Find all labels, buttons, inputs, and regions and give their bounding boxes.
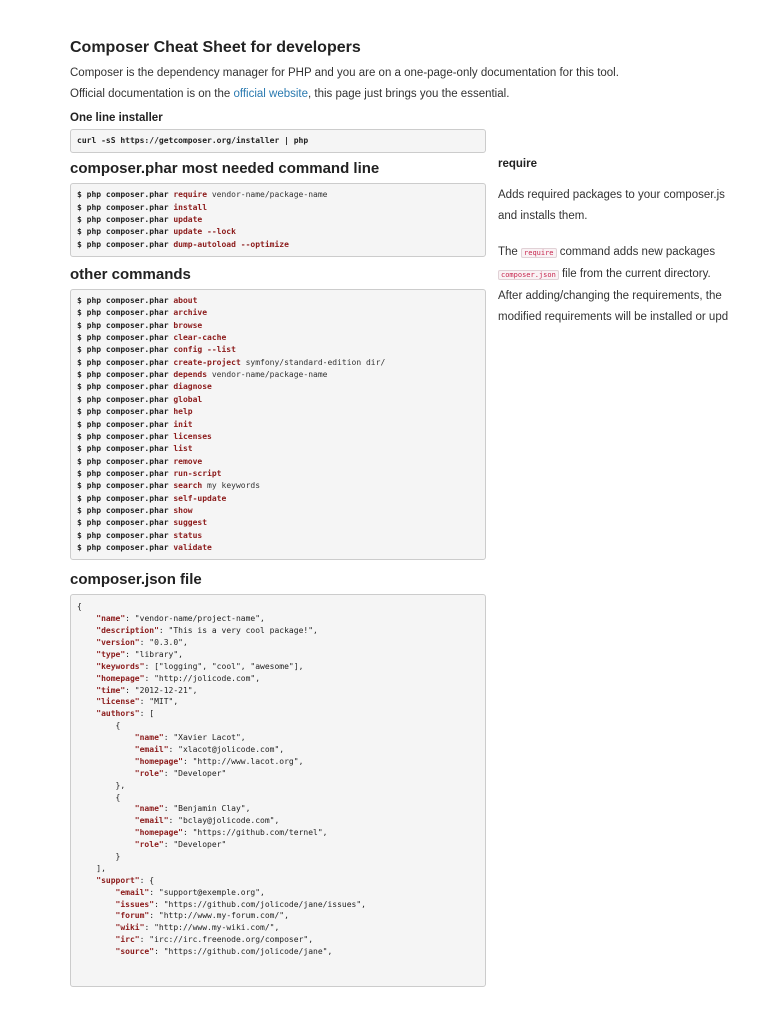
json-line [77,851,479,863]
command-prefix: $ php composer.phar [77,444,174,454]
sidebar-details-prefix: The [498,246,522,258]
json-indent [77,626,96,635]
command-prefix: $ php composer.phar [77,382,174,392]
json-key: "homepage" [96,673,145,683]
json-key: "license" [96,697,140,707]
command-name: init [173,419,193,429]
json-line [77,649,479,661]
json-line [77,910,479,922]
command-line [77,369,479,381]
json-key: "description" [96,626,159,636]
json-value: : "http://www.my-wiki.com/", [144,923,280,933]
json-line [77,863,479,875]
command-prefix: $ php composer.phar [77,468,174,478]
command-prefix: $ php composer.phar [77,431,174,441]
json-line [77,887,479,899]
sidebar-details-suffix: command adds new packages [556,246,716,258]
json-line [77,661,479,673]
json-value: : "This is a very cool package!", [158,626,318,636]
json-line [77,625,479,637]
command-line [77,530,479,542]
json-indent [77,947,116,956]
command-args: vendor-name/package-name [207,190,328,200]
command-prefix: $ php composer.phar [77,320,174,330]
most-needed-heading: composer.phar most needed command line [70,160,380,178]
json-indent [77,876,96,885]
json-key: "homepage" [134,828,183,838]
json-line [77,696,479,708]
command-name: show [173,505,193,515]
json-line [77,613,479,625]
json-key: "role" [134,840,164,850]
json-value: : "bclay@jolicode.com", [168,816,280,826]
json-line [77,744,479,756]
command-prefix: $ php composer.phar [77,357,174,367]
json-line [77,780,479,792]
command-name: depends [173,370,208,380]
json-line [77,803,479,815]
command-name: help [173,407,193,417]
command-name: run-script [173,468,222,478]
json-indent [77,733,135,742]
json-indent [77,852,116,861]
command-name: licenses [173,431,212,441]
json-key: "irc" [115,935,140,945]
command-name: validate [173,542,212,552]
command-line [77,431,479,443]
json-value: : [ [139,709,155,719]
json-line [77,732,479,744]
json-value: : "http://www.my-forum.com/", [149,911,289,921]
json-value: : "https://github.com/ternel", [182,828,328,838]
command-prefix: $ php composer.phar [77,370,174,380]
command-name: update [173,215,203,225]
most-needed-code-block [70,183,486,257]
json-value: : { [139,875,155,885]
command-line [77,517,479,529]
command-prefix: $ php composer.phar [77,518,174,528]
json-key: "keywords" [96,661,145,671]
command-line [77,239,479,251]
json-line [77,673,479,685]
json-value: : "https://github.com/jolicode/jane/issues", [154,899,366,909]
json-key: "support" [96,875,140,885]
json-indent [77,935,116,944]
json-value: : "Benjamin Clay", [163,804,251,814]
command-line [77,493,479,505]
json-indent [77,769,135,778]
json-indent [77,650,96,659]
json-indent [77,911,116,920]
json-key: "forum" [115,911,150,921]
sidebar-details [498,242,768,328]
command-line [77,456,479,468]
json-line [77,768,479,780]
command-name: suggest [173,518,208,528]
installer-command: curl -sS https://getcomposer.org/installer | php [77,136,309,145]
json-key: "version" [96,637,140,647]
json-value: : "Developer" [163,768,227,778]
sidebar-description [498,185,768,227]
json-indent [77,923,116,932]
json-indent [77,709,96,718]
command-args: my keywords [202,481,261,491]
json-line [77,685,479,697]
installer-heading: One line installer [70,112,163,124]
json-value: : "irc://irc.freenode.org/composer", [139,935,314,945]
json-line [77,827,479,839]
command-name: update --lock [173,227,236,237]
command-name: clear-cache [173,333,227,343]
json-indent [77,757,135,766]
json-indent [77,721,116,730]
json-line [77,637,479,649]
intro-text: Composer is the dependency manager for PHP and you are on a one-page-only documentation for this tool. [70,67,619,79]
json-key: "name" [134,733,164,743]
command-name: list [173,444,193,454]
sidebar-details-line4: modified requirements will be installed or upd [498,311,729,323]
json-value: { [115,721,121,731]
json-indent [77,816,135,825]
json-value: : "Developer" [163,840,227,850]
json-value: } [115,851,121,861]
command-name: diagnose [173,382,212,392]
command-line [77,214,479,226]
json-value: ], [96,863,106,873]
json-value: : "MIT", [139,697,179,707]
json-key: "type" [96,649,126,659]
json-value: : "http://www.lacot.org", [182,756,304,766]
json-value: : "Xavier Lacot", [163,733,246,743]
json-indent [77,697,96,706]
json-value: : ["logging", "cool", "awesome"], [144,661,304,671]
composer-json-code-block [70,594,486,987]
command-line [77,307,479,319]
json-key: "issues" [115,899,155,909]
json-value: : "2012-12-21", [125,685,198,695]
command-prefix: $ php composer.phar [77,505,174,515]
command-line [77,419,479,431]
command-line [77,189,479,201]
command-name: global [173,394,203,404]
command-args: symfony/standard-edition dir/ [240,357,386,367]
composer-json-inline-code: composer.json [498,270,559,280]
json-indent [77,638,96,647]
json-value: : "support@exemple.org", [149,887,265,897]
sidebar-require [498,158,768,343]
command-line [77,381,479,393]
official-docs-text [70,86,510,102]
command-prefix: $ php composer.phar [77,542,174,552]
json-indent [77,793,116,802]
command-name: require [173,190,208,200]
json-indent [77,900,116,909]
json-key: "email" [115,887,150,897]
command-prefix: $ php composer.phar [77,215,174,225]
json-line [77,946,479,958]
command-args: vendor-name/package-name [207,370,328,380]
json-line [77,601,479,613]
command-prefix: $ php composer.phar [77,530,174,540]
sidebar-desc-line1: Adds required packages to your composer.js [498,189,725,201]
command-prefix: $ php composer.phar [77,227,174,237]
json-indent [77,781,116,790]
json-line [77,756,479,768]
json-value: }, [115,780,126,790]
json-value: : "vendor-name/project-name", [125,614,265,624]
json-line [77,934,479,946]
json-line [77,899,479,911]
sidebar-details-line3: After adding/changing the requirements, the [498,290,722,302]
command-line [77,357,479,369]
command-prefix: $ php composer.phar [77,345,174,355]
json-line [77,875,479,887]
json-key: "role" [134,768,164,778]
json-key: "authors" [96,709,140,719]
json-value: { [115,792,121,802]
command-line [77,505,479,517]
command-name: archive [173,308,208,318]
command-name: about [173,296,198,306]
json-indent [77,888,116,897]
json-value: : "library", [125,649,183,659]
other-commands-code-block [70,289,486,560]
installer-code-block [70,129,486,153]
command-line [77,202,479,214]
official-docs-prefix: Official documentation is on the [70,88,234,100]
json-value: : "xlacot@jolicode.com", [168,744,285,754]
command-prefix: $ php composer.phar [77,239,174,249]
json-value: : "0.3.0", [139,637,188,647]
command-prefix: $ php composer.phar [77,202,174,212]
command-name: remove [173,456,203,466]
sidebar-heading: require [498,158,537,170]
json-line [77,815,479,827]
json-indent [77,614,96,623]
command-name: create-project [173,357,241,367]
sidebar-details-line2: file from the current directory. [558,268,711,280]
json-indent [77,840,135,849]
json-indent [77,686,96,695]
official-docs-suffix: , this page just brings you the essential. [308,88,510,100]
command-prefix: $ php composer.phar [77,296,174,306]
command-line [77,332,479,344]
page-title: Composer Cheat Sheet for developers [70,39,361,56]
other-commands-heading: other commands [70,266,191,284]
json-indent [77,745,135,754]
command-line [77,468,479,480]
json-line [77,792,479,804]
command-name: dump-autoload --optimize [173,239,289,249]
json-key: "name" [134,804,164,814]
command-line [77,344,479,356]
command-prefix: $ php composer.phar [77,419,174,429]
json-line [77,720,479,732]
json-indent [77,828,135,837]
command-name: install [173,202,208,212]
command-prefix: $ php composer.phar [77,481,174,491]
json-indent [77,864,96,873]
command-name: config --list [173,345,236,355]
command-line [77,443,479,455]
command-line [77,394,479,406]
json-key: "homepage" [134,756,183,766]
command-prefix: $ php composer.phar [77,333,174,343]
json-value: : "https://github.com/jolicode/jane", [154,947,333,957]
command-name: browse [173,320,203,330]
command-line [77,295,479,307]
command-line [77,226,479,238]
command-prefix: $ php composer.phar [77,493,174,503]
json-value: { [77,602,82,612]
json-key: "email" [134,744,169,754]
composer-json-heading: composer.json file [70,571,202,589]
command-prefix: $ php composer.phar [77,394,174,404]
json-key: "source" [115,947,155,957]
json-key: "email" [134,816,169,826]
require-inline-code: require [521,248,557,258]
json-value: : "http://jolicode.com", [144,673,261,683]
command-prefix: $ php composer.phar [77,407,174,417]
json-line [77,708,479,720]
json-indent [77,662,96,671]
command-line [77,406,479,418]
sidebar-desc-line2: and installs them. [498,210,588,222]
command-prefix: $ php composer.phar [77,456,174,466]
command-name: status [173,530,203,540]
official-website-link[interactable]: official website [233,88,309,100]
json-indent [77,674,96,683]
command-line [77,480,479,492]
command-line [77,320,479,332]
json-key: "time" [96,685,126,695]
command-line [77,542,479,554]
json-key: "name" [96,614,126,624]
json-indent [77,804,135,813]
command-prefix: $ php composer.phar [77,308,174,318]
command-name: search [173,481,203,491]
json-key: "wiki" [115,923,145,933]
command-name: self-update [173,493,227,503]
json-line [77,839,479,851]
command-prefix: $ php composer.phar [77,190,174,200]
json-line [77,922,479,934]
